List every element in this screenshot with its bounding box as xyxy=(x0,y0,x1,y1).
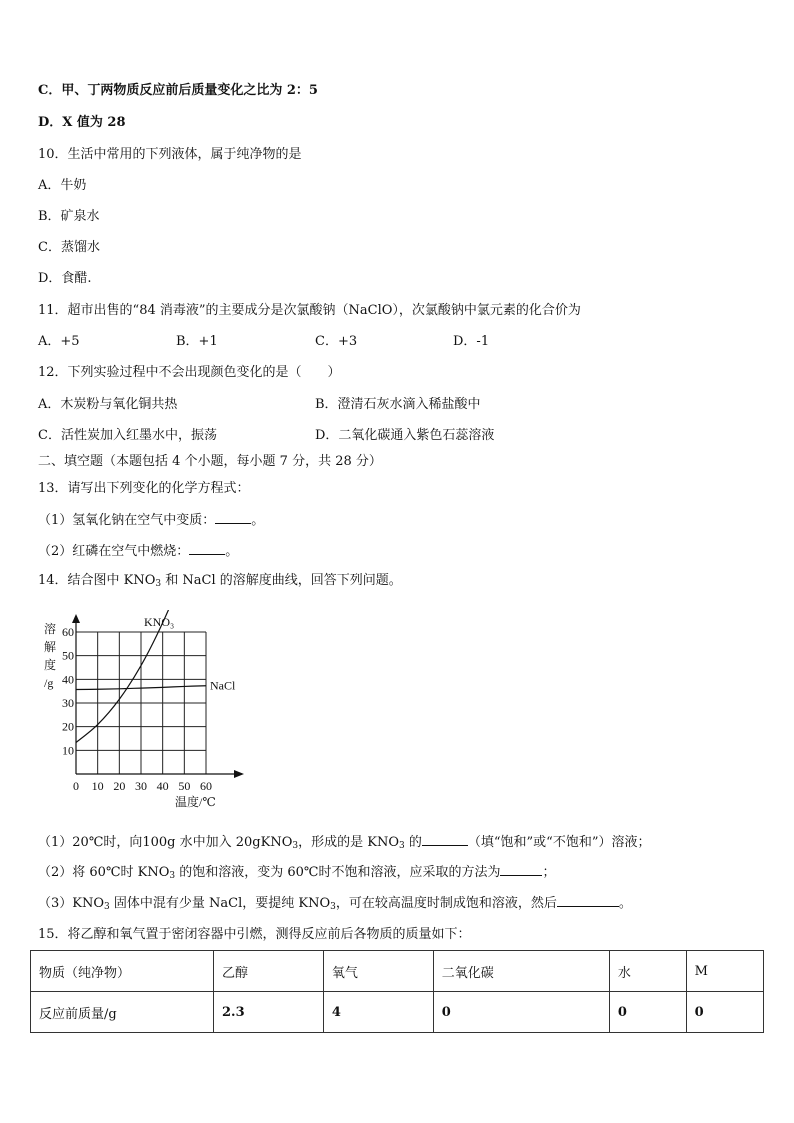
q11-option-d: D．-1 xyxy=(453,334,490,349)
x-axis-label: 温度/℃ xyxy=(175,795,216,809)
question-11: 11．超市出售的“84 消毒液”的主要成分是次氯酸钠（NaClO），次氯酸钠中氯元素的化合价为 xyxy=(38,303,581,318)
table-header-cell: 二氧化碳 xyxy=(433,951,609,992)
q13-part-1: （1）氢氧化钠在空气中变质： 。 xyxy=(38,513,265,528)
y-axis-arrow xyxy=(72,614,80,623)
y-axis-label: /g xyxy=(44,676,54,690)
table-cell: 反应前质量/g xyxy=(31,992,214,1033)
q12-option-a: A．木炭粉与氧化铜共热 xyxy=(38,397,178,412)
x-tick-label: 40 xyxy=(156,779,169,793)
table-header-cell: 氧气 xyxy=(323,951,433,992)
y-axis-label: 度 xyxy=(44,658,57,672)
table-cell: 0 xyxy=(686,992,763,1033)
table-header-cell: 乙醇 xyxy=(214,951,324,992)
q12-option-b: B．澄清石灰水滴入稀盐酸中 xyxy=(315,397,481,412)
chart-ticks xyxy=(62,625,212,793)
table-header-cell: M xyxy=(686,951,763,992)
question-12: 12．下列实验过程中不会出现颜色变化的是（ ） xyxy=(38,365,341,380)
x-tick-label: 20 xyxy=(113,779,126,793)
answer-blank xyxy=(189,542,225,555)
table-cell: 2.3 xyxy=(214,992,324,1033)
y-tick-label: 30 xyxy=(62,696,74,710)
y-tick-label: 40 xyxy=(62,672,74,687)
y-tick-label: 10 xyxy=(62,743,74,758)
y-axis-label: 解 xyxy=(44,640,57,654)
table-header-cell: 水 xyxy=(609,951,686,992)
series-label-nacl: NaCl xyxy=(210,678,236,693)
x-tick-label: 50 xyxy=(178,779,191,793)
q12-option-c: C．活性炭加入红墨水中，振荡 xyxy=(38,428,217,443)
answer-blank xyxy=(215,511,251,524)
x-tick-label: 0 xyxy=(73,779,79,793)
q11-option-a: A．+5 xyxy=(38,334,80,349)
question-10: 10．生活中常用的下列液体，属于纯净物的是 xyxy=(38,147,302,162)
q14-part-3: $(3)KNO_3$ 固体中混有少量 NaCl，要提纯 $KNO_3$，可在较高温度时制成饱和溶液，然后 。 xyxy=(38,896,632,912)
y-tick-label: 60 xyxy=(62,625,74,639)
table-cell: 4 xyxy=(323,992,433,1033)
table-cell: 0 xyxy=(609,992,686,1033)
q11-option-b: B．+1 xyxy=(176,334,218,349)
question-13: 13．请写出下列变化的化学方程式： xyxy=(38,481,250,496)
q10-option-d: D．食醋. xyxy=(38,271,92,286)
x-tick-label: 30 xyxy=(135,779,147,793)
y-tick-label: 50 xyxy=(62,648,74,663)
series-label-kno3: KNO₃ xyxy=(144,615,175,629)
q9-option-d: D．X 值为 28 xyxy=(38,115,126,130)
solubility-chart xyxy=(40,610,270,810)
answer-blank xyxy=(557,894,619,907)
q14-part-2: （2）将 60℃时 $KNO_3$ 的饱和溶液，变为 60℃时不饱和溶液，应采取的方法为 ； xyxy=(38,865,556,881)
x-tick-label: 60 xyxy=(200,779,212,793)
q10-option-c: C．蒸馏水 xyxy=(38,240,100,255)
q14-part-1: （1）20℃时，向100g 水中加入 20gKNO$_3$，形成的是 $KNO_3$ 的 （填“饱和”或“不饱和”）溶液； xyxy=(38,835,651,851)
y-tick-label: 20 xyxy=(62,719,74,734)
x-tick-label: 10 xyxy=(91,779,104,793)
question-14: 14．结合图中 $KNO_3$ 和 NaCl 的溶解度曲线，回答下列问题。 xyxy=(38,573,402,589)
q13-part-2: （2）红磷在空气中燃烧： 。 xyxy=(38,544,239,559)
answer-blank xyxy=(500,863,542,876)
x-axis-arrow xyxy=(234,770,244,778)
q10-option-b: B．矿泉水 xyxy=(38,209,100,224)
q9-option-c: C．甲、丁两物质反应前后质量变化之比为 2：5 xyxy=(38,83,318,98)
mass-table xyxy=(30,950,764,1033)
answer-blank xyxy=(422,833,468,846)
question-15: 15．将乙醇和氧气置于密闭容器中引燃，测得反应前后各物质的质量如下： xyxy=(38,927,471,942)
section-2-heading: 二、填空题（本题包括 4 个小题，每小题 7 分，共 28 分） xyxy=(38,454,382,469)
y-axis-label: 溶 xyxy=(44,622,57,636)
table-header-cell: 物质（纯净物） xyxy=(31,951,214,992)
table-header-row xyxy=(31,951,764,992)
q12-option-d: D．二氧化碳通入紫色石蕊溶液 xyxy=(315,428,495,443)
table-row xyxy=(31,992,764,1033)
chart-grid xyxy=(76,632,206,774)
q11-option-c: C．+3 xyxy=(315,334,358,349)
q10-option-a: A．牛奶 xyxy=(38,178,87,193)
table-cell: 0 xyxy=(433,992,609,1033)
